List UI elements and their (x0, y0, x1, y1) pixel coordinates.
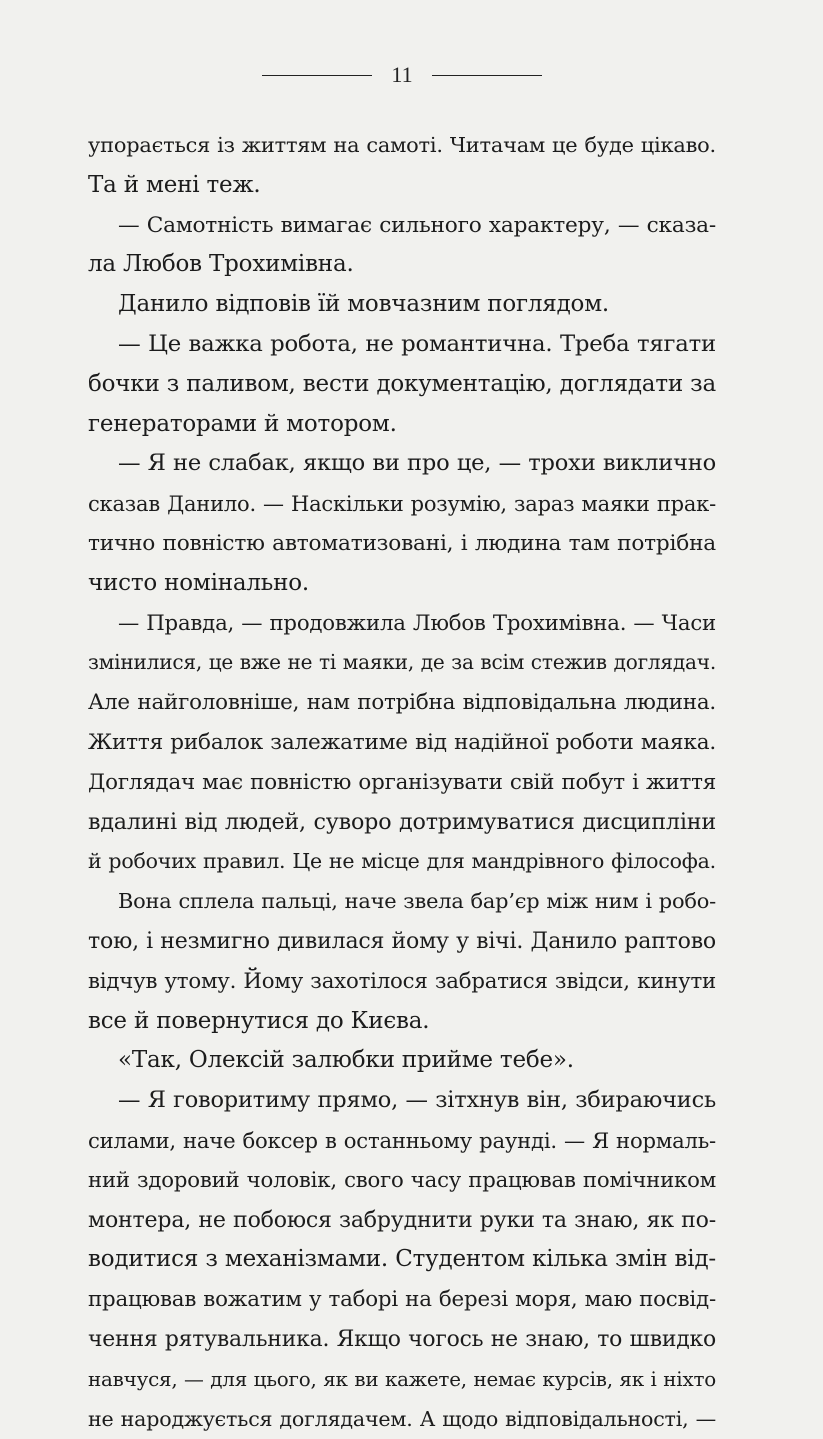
text-line: працював вожатим у таборі на березі моря, маю посвід- (88, 1280, 716, 1320)
text-line: сказав Данило. — Наскільки розумію, зараз маяки прак- (88, 484, 716, 524)
header-rule-right (432, 75, 542, 76)
text-line: тично повністю автоматизовані, і людина там потрібна (88, 524, 716, 564)
text-line: не народжується доглядачем. А щодо відповідальності, — (88, 1400, 716, 1439)
text-line: бочки з паливом, вести документацію, доглядати за (88, 365, 716, 405)
text-line: Але найголовніше, нам потрібна відповідальна людина. (88, 683, 716, 723)
text-line: генераторами й мотором. (88, 405, 716, 445)
text-line: монтера, не побоюся забруднити руки та знаю, як по- (88, 1201, 716, 1241)
header-rule-left (262, 75, 372, 76)
text-line: навчуся, — для цього, як ви кажете, немає курсів, як і ніхто (88, 1360, 716, 1400)
text-line: — Я говоритиму прямо, — зітхнув він, збираючись (88, 1081, 716, 1121)
text-line: чисто номінально. (88, 564, 716, 604)
text-line: ла Любов Трохимівна. (88, 245, 716, 285)
text-line: й робочих правил. Це не місце для мандрівного філософа. (88, 842, 716, 882)
text-line: Доглядач має повністю організувати свій побут і життя (88, 763, 716, 803)
page-number: 11 (372, 62, 432, 88)
text-line: силами, наче боксер в останньому раунді. — Я нормаль- (88, 1121, 716, 1161)
text-line: — Це важка робота, не романтична. Треба тягати (88, 325, 716, 365)
text-line: тою, і незмигно дивилася йому у вічі. Данило раптово (88, 922, 716, 962)
text-line: «Так, Олексій залюбки прийме тебе». (88, 1041, 716, 1081)
text-line: Данило відповів їй мовчазним поглядом. (88, 285, 716, 325)
text-line: Вона сплела пальці, наче звела бар’єр між ним і робо- (88, 882, 716, 922)
text-line: — Самотність вимагає сильного характеру, — сказа- (88, 206, 716, 246)
text-line: змінилися, це вже не ті маяки, де за всім стежив доглядач. (88, 643, 716, 683)
page-header (0, 60, 823, 90)
text-line: все й повернутися до Києва. (88, 1002, 716, 1042)
text-line: Життя рибалок залежатиме від надійної роботи маяка. (88, 723, 716, 763)
text-line: відчув утому. Йому захотілося забратися звідси, кинути (88, 962, 716, 1002)
text-line: водитися з механізмами. Студентом кілька змін від- (88, 1240, 716, 1280)
body-text (88, 126, 716, 1439)
text-line: чення рятувальника. Якщо чогось не знаю, то швидко (88, 1320, 716, 1360)
text-line: упорається із життям на самоті. Читачам це буде цікаво. (88, 126, 716, 166)
text-line: — Правда, — продовжила Любов Трохимівна. — Часи (88, 604, 716, 644)
text-line: ний здоровий чоловік, свого часу працював помічником (88, 1161, 716, 1201)
text-line: вдалині від людей, суворо дотримуватися дисципліни (88, 803, 716, 843)
text-line: — Я не слабак, якщо ви про це, — трохи виклично (88, 444, 716, 484)
text-line: Та й мені теж. (88, 166, 716, 206)
